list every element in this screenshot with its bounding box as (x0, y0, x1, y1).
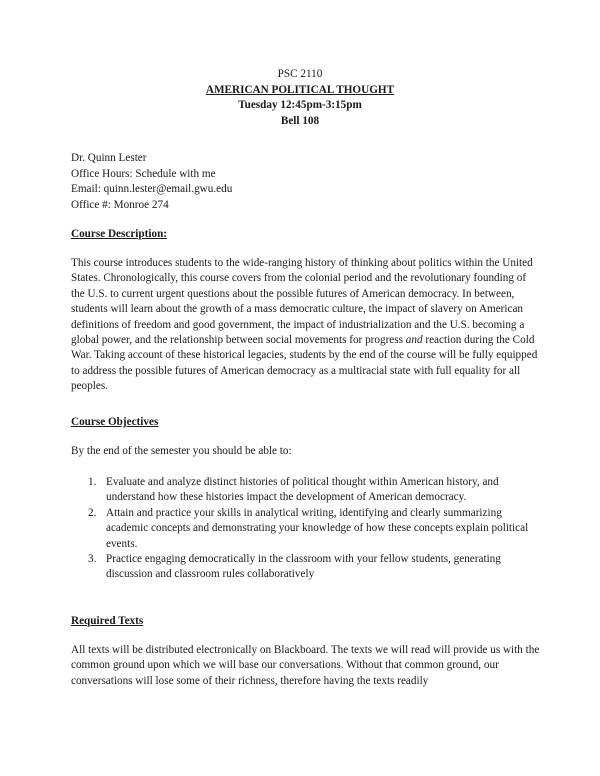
instructor-email: Email: quinn.lester@email.gwu.edu (71, 183, 233, 196)
list-item-number: 3. (88, 553, 97, 566)
contact-info (71, 151, 541, 213)
course-room: Bell 108 (280, 114, 320, 127)
course-objectives-heading: Course Objectives (71, 416, 159, 428)
list-item (71, 475, 541, 506)
course-description-body (71, 256, 541, 395)
course-description-heading: Course Description: (71, 228, 168, 240)
required-texts-body: All texts will be distributed electronically on Blackboard. The texts we will read will provide us with the common ground upon which we will base our conversations. Without that common ground, our conversations will lose some of their richness, therefore having the texts readily (71, 644, 540, 687)
instructor-name: Dr. Quinn Lester (71, 152, 147, 164)
objectives-list (71, 475, 541, 583)
list-item-text: Attain and practice your skills in analytical writing, identifying and clearly summarizing academic concepts and demonstrating your knowledge of how these concepts explain political events. (106, 506, 529, 550)
course-title: AMERICAN POLITICAL THOUGHT (205, 83, 395, 96)
course-code: PSC 2110 (277, 68, 323, 80)
list-item-number: 1. (88, 476, 97, 488)
description-text-2: reaction during the Cold War. Taking account of these historical legacies, students by the end of the course will be fully equipped to address the possible futures of American democracy as a multiracial state with full equality for all peoples. (71, 334, 538, 393)
course-schedule: Tuesday 12:45pm-3:15pm (238, 99, 362, 112)
list-item-text: Practice engaging democratically in the classroom with your fellow students, generating discussion and classroom rules collaboratively (106, 553, 501, 581)
list-item-number: 2. (88, 506, 97, 519)
office-location: Office #: Monroe 274 (71, 198, 169, 211)
description-emphasis: and (405, 334, 423, 347)
list-item (71, 506, 541, 552)
list-item-text: Evaluate and analyze distinct histories of political thought within American history, and understand how these histories impact the development of American democracy. (106, 476, 499, 504)
office-hours: Office Hours: Schedule with me (71, 167, 216, 180)
course-header (0, 67, 600, 129)
list-item (71, 552, 541, 583)
objectives-intro: By the end of the semester you should be able to: (71, 445, 292, 457)
description-text-1: This course introduces students to the wide-ranging history of thinking about politics within the United States. Chronologically, this course covers from the colonial period and the revolutionary founding of the U.S. to current urgent questions about the possible futures of American democracy. In between, students will learn about the growth of a mass democratic culture, the impact of slavery on American definitions of freedom and good government, the impact of industrialization and the U.S. becoming a global power, and the relationship between social movements for progress (71, 257, 533, 347)
required-texts-heading: Required Texts (71, 615, 144, 627)
